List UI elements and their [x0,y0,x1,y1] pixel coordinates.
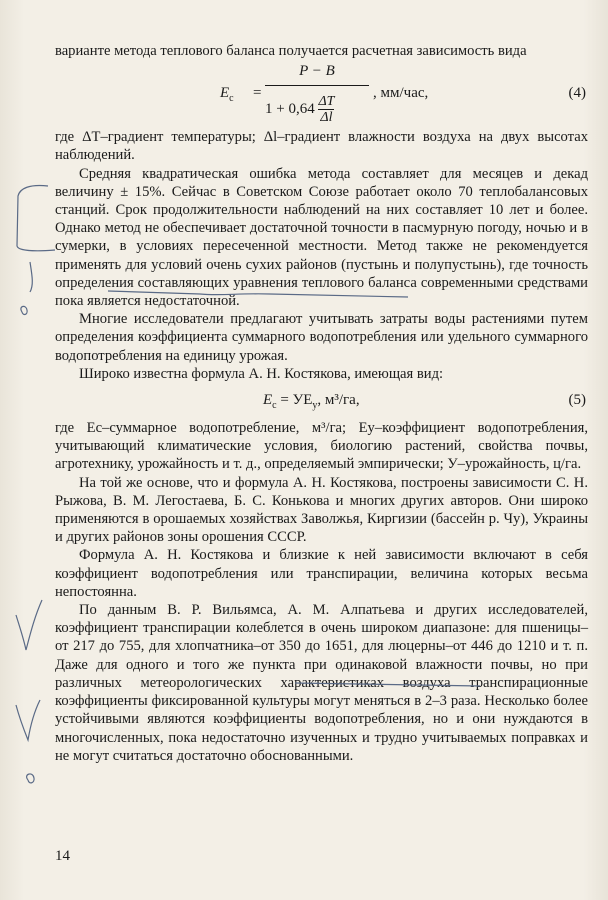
margin-checkmark-1 [16,600,42,650]
margin-loop-mark-2 [27,774,35,783]
formula-4-number: (4) [568,85,586,102]
formula-4-denominator: 1 + 0,64 $\frac{\Delta T}{\Delta l}$ [265,94,335,126]
margin-loop-mark [21,306,27,314]
margin-tick-mark [30,262,32,292]
paragraph-9: По данным В. Р. Вильямса, А. М. Алпатьева и других исследователей, коэффициент транспирации колеблется в очень широком диапазоне: для пшеницы–от 217 до 755, для хлопчатника–от 350 до 1651, для люцерны–от 446 до 1210 и т. п. Даже для одного и того же пункта при одинаковой влажности почвы, но при различных метеорологических характеристиках воздуха транспирационные коэффициенты фиксированной культуры могут меняться в 2–3 раза. Несколько более устойчивыми являются коэффициенты водопотребления, но и они нуждаются в многочисленных, пока недостаточно изученных и трудно учитываемых поправках и не могут считаться достаточно обоснованными. [55,602,588,764]
formula-4-equals: = [253,85,262,102]
page-number: 14 [55,848,70,864]
paragraph-8: Формула А. Н. Костякова и близкие к ней зависимости включают в себя коэффициент водопотребления или транспирации, величина которых весьма непостоянна. [55,547,588,600]
formula-5 [55,385,588,415]
paragraph-2: где ΔT–градиент температуры; Δl–градиент влажности воздуха на двух высотах наблюдений. [55,129,588,164]
formula-4-numerator: P − B [299,63,335,80]
paragraph-6: где Eс–суммарное водопотребление, м³/га; Eу–коэффициент водопотребления, учитывающий климатические условия, биологию растений, свойства почвы, агротехнику, урожайность и т. д., определяемый эмпирически; У–урожайность, ц/га. [55,420,588,473]
paragraph-4: Многие исследователи предлагают учитывать затраты воды растениями путем определения коэффициента суммарного водопотребления или удельного суммарного водопотребления на единицу урожая. [55,311,588,364]
paragraph-3: Средняя квадратическая ошибка метода составляет для месяцев и декад величину ± 15%. Сейчас в Советском Союзе работает около 70 теплобалансовых станций. Срок продолжительности наблюдений на них составляет 10 лет и более. Однако метод не обеспечивает достаточной точности в пасмурную погоду, ночью и в сумерки, в условиях пересеченной местности. Метод также не рекомендуется применять для условий очень сухих районов (пустынь и полупустынь), где точность определения составляющих уравнения теплового баланса современными средствами пока является недостаточной. [55,165,588,310]
paragraph-5: Широко известна формула А. Н. Костякова, имеющая вид: [79,365,444,382]
paragraph-1: варианте метода теплового баланса получается расчетная зависимость вида [55,43,527,59]
page-text [55,42,588,765]
formula-5-body: $E_c = УE_y$, м³/га, [263,392,360,412]
paragraph-7: На той же основе, что и формула А. Н. Костякова, построены зависимости С. Н. Рыжова, В. М. Легостаева, Б. С. Конькова и многих других авторов. Они широко применяются в орошаемых хозяйствах Заволжья, Киргизии (бассейн р. Чу), Украины и других районов зоны орошения СССР. [55,474,588,546]
formula-5-number: (5) [568,392,586,409]
margin-checkmark-2 [16,700,40,740]
formula-4-fraction [265,62,369,124]
formula-4 [55,62,588,128]
formula-4-lhs: $E_c$ [220,85,234,105]
margin-bracket-mark [17,185,55,250]
formula-4-units: , мм/час, [373,85,429,102]
